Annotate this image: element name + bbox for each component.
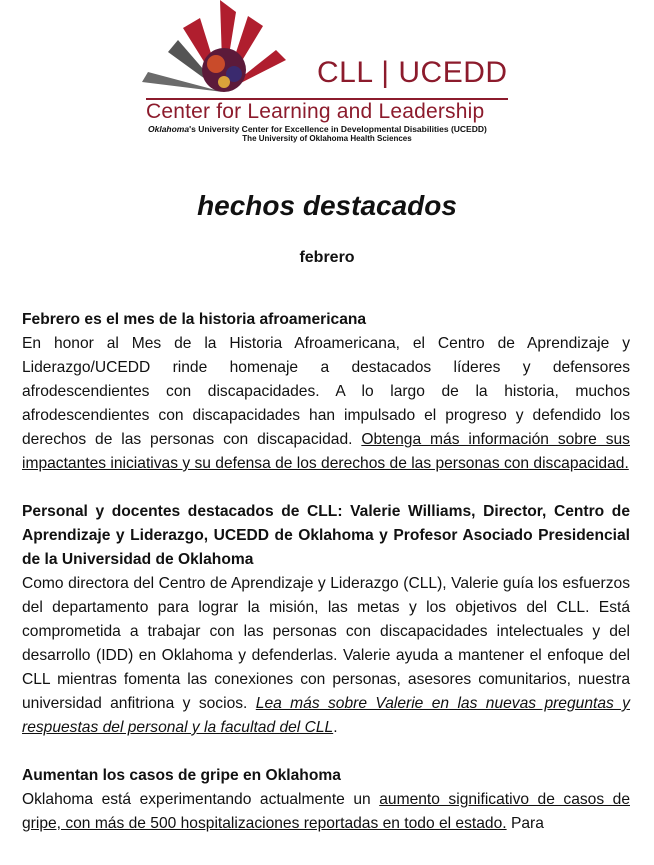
header bbox=[0, 0, 654, 150]
cll-logo-flower-icon bbox=[138, 0, 318, 100]
read-more-valerie-link[interactable]: Lea más sobre Valerie en las nuevas preguntas y respuestas del personal y la facultad del CLL bbox=[22, 695, 630, 736]
learn-more-link[interactable]: Obtenga más información sobre sus impactantes iniciativas y su defensa de los derechos de las personas con discapacidad. bbox=[22, 431, 630, 472]
flu-cases-link[interactable]: aumento significativo de casos de gripe, con más de 500 hospitalizaciones reportadas en todo el estado. bbox=[22, 791, 630, 832]
logo-center-name: Center for Learning and Leadership bbox=[146, 100, 485, 123]
section-text: Como directora del Centro de Aprendizaje y Liderazgo (CLL), Valerie guía los esfuerzos del departamento para lograr la misión, las metas y los objetivos del CLL. Está comprometida a trabajar con las personas con discapacidades intelectuales y del desarrollo (IDD) en Oklahoma y defenderlas. Valerie ayuda a mantener el enfoque del CLL mientras fomenta las conexiones con personas, asesores comunitarios, nuestra universidad anfitriona y socios. bbox=[22, 575, 630, 712]
section-body bbox=[22, 332, 630, 476]
section-heading: Aumentan los casos de gripe en Oklahoma bbox=[22, 767, 341, 784]
section-text: En honor al Mes de la Historia Afroamericana, el Centro de Aprendizaje y Liderazgo/UCEDD rinde homenaje a destacados líderes y defensores afrodescendientes con discapacidades. A lo largo de la historia, muchos afrodescendientes con discapacidades han impulsado el progreso y defendido los derechos de las personas con discapacidad. bbox=[22, 335, 630, 448]
section-tail: Para bbox=[510, 815, 544, 832]
logo-cll-ucedd: CLL | UCEDD bbox=[317, 56, 508, 89]
content bbox=[22, 308, 630, 860]
section-body bbox=[22, 788, 630, 836]
section-heading: Personal y docentes destacados de CLL: Valerie Williams, Director, Centro de Aprendizaje y Liderazgo, UCEDD de Oklahoma y Profesor Asociado Presidencial de la Universidad de Oklahoma bbox=[22, 503, 630, 568]
section-text: Oklahoma está experimentando actualmente un bbox=[22, 791, 371, 808]
section-body bbox=[22, 572, 630, 740]
logo-subtitle bbox=[148, 124, 487, 134]
logo-sub-state: Oklahoma bbox=[148, 124, 190, 134]
logo-university: The University of Oklahoma Health Sciences bbox=[242, 134, 412, 143]
section-heading: Febrero es el mes de la historia afroamericana bbox=[22, 311, 367, 328]
month-label: febrero bbox=[299, 249, 355, 266]
section-tail: . bbox=[333, 719, 338, 736]
section-flu bbox=[22, 764, 630, 836]
section-staff-spotlight bbox=[22, 500, 630, 740]
page-title: hechos destacados bbox=[197, 190, 457, 221]
section-black-history bbox=[22, 308, 630, 476]
logo-sub-rest: 's University Center for Excellence in Developmental Disabilities (UCEDD) bbox=[189, 124, 487, 134]
